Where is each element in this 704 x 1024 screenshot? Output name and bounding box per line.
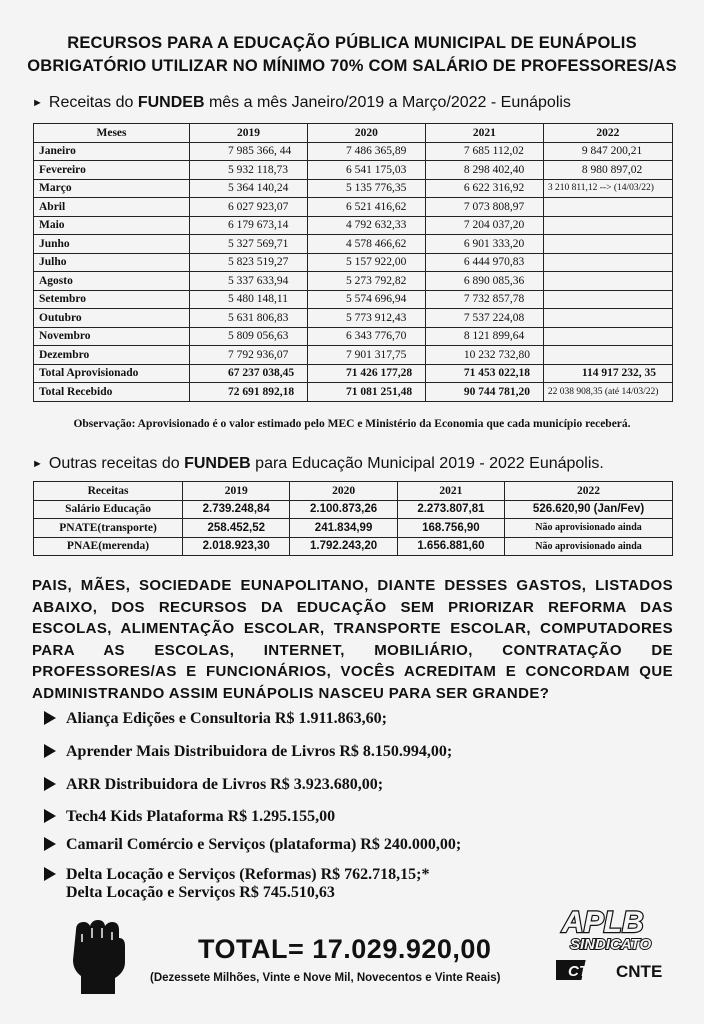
table-cell: 6 343 776,70 [307,327,425,346]
list-item: ARR Distribuidora de Livros R$ 3.923.680,00; [44,776,383,794]
table-cell: 6 027 923,07 [190,198,308,217]
table-cell: 241.834,99 [290,519,397,538]
list-item-continuation: Delta Locação e Serviços R$ 745.510,63 [66,884,335,901]
table-cell: 5 574 696,94 [307,290,425,309]
table-cell: 8 121 899,64 [425,327,543,346]
column-header: Meses [34,124,190,143]
table-cell [543,272,672,291]
table-row [34,290,673,309]
table-cell: 7 901 317,75 [307,346,425,365]
total-amount: TOTAL= 17.029.920,00 [198,934,492,964]
table-header-row [34,482,673,501]
table-header-row [34,124,673,143]
triangle-bullet-icon [44,744,56,758]
sindicato-logo-text: SINDICATO [570,936,652,953]
table-cell: 6 444 970,83 [425,253,543,272]
triangle-bullet-icon [44,711,56,725]
table-row [34,519,673,538]
table-cell [543,327,672,346]
triangle-bullet-icon [44,777,56,791]
table-cell: 7 732 857,78 [425,290,543,309]
table-row [34,500,673,519]
list-item: Delta Locação e Serviços (Reformas) R$ 762.718,15;* Delta Locação e Serviços R$ 745.510,63 [44,866,429,902]
arrow-bullet-icon: ► [32,97,43,109]
table-cell: 168.756,90 [397,519,504,538]
row-label: Agosto [34,272,190,291]
table-cell: 6 890 085,36 [425,272,543,291]
table-row [34,235,673,254]
table-cell: 2.273.807,81 [397,500,504,519]
table-cell: 71 453 022,18 [425,364,543,383]
table-cell: 6 179 673,14 [190,216,308,235]
list-item: Tech4 Kids Plataforma R$ 1.295.155,00 [44,808,335,826]
row-label: Janeiro [34,142,190,161]
table-cell: 5 480 148,11 [190,290,308,309]
table-row [34,216,673,235]
fundeb-monthly-table [33,123,673,402]
list-item: Aliança Edições e Consultoria R$ 1.911.863,60; [44,710,387,728]
table-cell: 4 578 466,62 [307,235,425,254]
row-label: Abril [34,198,190,217]
triangle-bullet-icon [44,867,56,881]
row-label: Maio [34,216,190,235]
table-cell: 2.739.248,84 [183,500,290,519]
table-cell: 7 537 224,08 [425,309,543,328]
table-row [34,253,673,272]
table-cell: 114 917 232, 35 [543,364,672,383]
table-row [34,327,673,346]
table-row [34,537,673,556]
table-cell: 5 157 922,00 [307,253,425,272]
table-cell: 5 364 140,24 [190,179,308,198]
table-cell: 9 847 200,21 [543,142,672,161]
row-label: Setembro [34,290,190,309]
table-cell: 71 081 251,48 [307,383,425,402]
table-cell: 8 980 897,02 [543,161,672,180]
table-cell: 90 744 781,20 [425,383,543,402]
table-cell: 5 273 792,82 [307,272,425,291]
triangle-bullet-icon [44,809,56,823]
table-cell: 22 038 908,35 (até 14/03/22) [543,383,672,402]
table-cell [543,216,672,235]
table-cell: 1.792.243,20 [290,537,397,556]
table-cell [543,290,672,309]
row-label: Março [34,179,190,198]
table-row [34,198,673,217]
table-cell [543,346,672,365]
table-cell: 72 691 892,18 [190,383,308,402]
table-cell [543,253,672,272]
main-title-line-2: OBRIGATÓRIO UTILIZAR NO MÍNIMO 70% COM SALÁRIO DE PROFESSORES/AS [27,57,677,75]
row-label: Total Aprovisionado [34,364,190,383]
table-cell: 71 426 177,28 [307,364,425,383]
row-label: Dezembro [34,346,190,365]
list-item: Aprender Mais Distribuidora de Livros R$ 8.150.994,00; [44,743,452,761]
table-cell: 2.100.873,26 [290,500,397,519]
row-label: Salário Educação [34,500,183,519]
table-cell [543,309,672,328]
table-cell: 10 232 732,80 [425,346,543,365]
table-row [34,161,673,180]
table-row [34,383,673,402]
column-header: 2021 [397,482,504,501]
table-row [34,142,673,161]
column-header: 2020 [307,124,425,143]
table-cell [543,198,672,217]
column-header: 2020 [290,482,397,501]
table-cell: 8 298 402,40 [425,161,543,180]
table-row [34,309,673,328]
row-label: Julho [34,253,190,272]
table-row [34,272,673,291]
row-label: PNATE(transporte) [34,519,183,538]
table-cell: 7 792 936,07 [190,346,308,365]
column-header: 2019 [183,482,290,501]
triangle-bullet-icon [44,837,56,851]
column-header: 2019 [190,124,308,143]
aplb-logo-text: APLB [562,906,644,939]
row-label: Fevereiro [34,161,190,180]
row-label: PNAE(merenda) [34,537,183,556]
cnte-logo-text: CNTE [616,962,663,981]
table-cell: 5 809 056,63 [190,327,308,346]
table-row [34,364,673,383]
table-cell: 1.656.881,60 [397,537,504,556]
section-1-heading: ► Receitas do FUNDEB mês a mês Janeiro/2019 a Março/2022 - Eunápolis [32,94,571,111]
section-2-heading: ► Outras receitas do FUNDEB para Educação Municipal 2019 - 2022 Eunápolis. [32,455,604,472]
table-cell: 2.018.923,30 [183,537,290,556]
column-header: 2022 [543,124,672,143]
total-in-words: (Dezessete Milhões, Vinte e Nove Mil, Novecentos e Vinte Reais) [150,972,501,984]
arrow-bullet-icon: ► [32,458,43,470]
table-row [34,346,673,365]
ctb-logo-text: CTB [568,963,599,980]
raised-fist-icon [66,912,128,994]
table-cell: 7 486 365,89 [307,142,425,161]
table-cell: Não aprovisionado ainda [505,519,673,538]
table-cell: 7 985 366, 44 [190,142,308,161]
table-cell: 3 210 811,12 --> (14/03/22) [543,179,672,198]
table-cell: 7 685 112,02 [425,142,543,161]
main-title-line-1: RECURSOS PARA A EDUCAÇÃO PÚBLICA MUNICIPAL DE EUNÁPOLIS [67,34,637,52]
other-revenues-table [33,481,673,556]
row-label: Junho [34,235,190,254]
column-header: Receitas [34,482,183,501]
table-cell: 5 773 912,43 [307,309,425,328]
table-cell: 7 204 037,20 [425,216,543,235]
row-label: Total Recebido [34,383,190,402]
table-cell [543,235,672,254]
aplb-sindicato-logo [556,902,676,986]
table-cell: 5 135 776,35 [307,179,425,198]
table-cell: 6 541 175,03 [307,161,425,180]
table-cell: 258.452,52 [183,519,290,538]
appeal-paragraph: PAIS, MÃES, SOCIEDADE EUNAPOLITANO, DIANTE DESSES GASTOS, LISTADOS ABAIXO, DOS RECURSOS DA EDUCAÇÃO SEM PRIORIZAR REFORMA DAS ESCOLAS, ALIMENTAÇÃO ESCOLAR, TRANSPORTE ESCOLAR, COMPUTADORES PARA AS ESCOLAS, INTERNET, MOBILIÁRIO, CONTRATAÇÃO DE PROFESSORES/AS E FUNCIONÁRIOS, VOCÊS ACREDITAM E CONCORDAM QUE ADMINISTRANDO ASSIM EUNÁPOLIS NASCEU PARA SER GRANDE? [32,577,673,702]
list-item: Camaril Comércio e Serviços (plataforma) R$ 240.000,00; [44,836,461,854]
observation-note: Observação: Aprovisionado é o valor estimado pelo MEC e Ministério da Economia que cada município receberá. [73,418,631,430]
table-cell: 6 901 333,20 [425,235,543,254]
table-row [34,179,673,198]
table-cell: 5 932 118,73 [190,161,308,180]
table-cell: 5 631 806,83 [190,309,308,328]
table-cell: 6 521 416,62 [307,198,425,217]
table-cell: 526.620,90 (Jan/Fev) [505,500,673,519]
table-cell: 6 622 316,92 [425,179,543,198]
table-cell: Não aprovisionado ainda [505,537,673,556]
table-cell: 5 327 569,71 [190,235,308,254]
table-cell: 7 073 808,97 [425,198,543,217]
column-header: 2022 [505,482,673,501]
row-label: Novembro [34,327,190,346]
table-cell: 5 823 519,27 [190,253,308,272]
table-cell: 4 792 632,33 [307,216,425,235]
column-header: 2021 [425,124,543,143]
table-cell: 67 237 038,45 [190,364,308,383]
table-cell: 5 337 633,94 [190,272,308,291]
row-label: Outubro [34,309,190,328]
